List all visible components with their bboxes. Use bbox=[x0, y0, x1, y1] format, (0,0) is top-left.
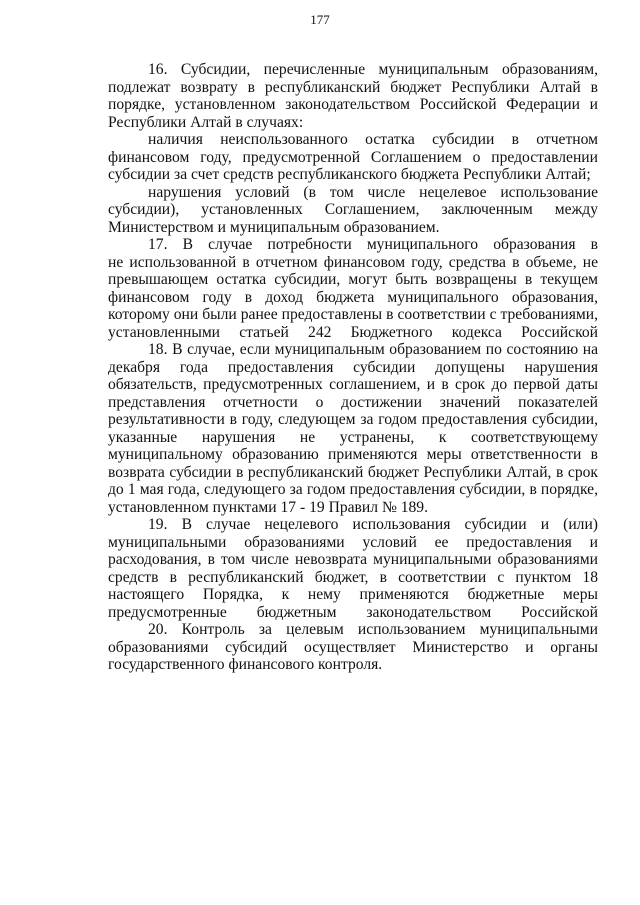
text-line: возврата субсидии в республиканский бюджет Республики Алтай, в срок bbox=[108, 463, 598, 481]
text-line: превышающем остатка субсидии, могут быть возвращены в текущем bbox=[108, 271, 598, 288]
text-line: наличия неиспользованного остатка субсидии в отчетном bbox=[148, 131, 598, 148]
text-line: образованиями субсидий осуществляет Министерство и органы bbox=[108, 638, 598, 656]
text-line: 16. Субсидии, перечисленные муниципальным образованиям, bbox=[148, 61, 598, 78]
text-line: установленными статьей 242 Бюджетного кодекса Российской bbox=[108, 323, 598, 341]
text-line: результативности в году, следующем за годом предоставления субсидии, bbox=[108, 411, 598, 428]
text-line: указанные нарушения не устранены, к соответствующему bbox=[108, 428, 598, 446]
text-line: настоящего Порядка, к нему применяются бюджетные меры bbox=[108, 586, 598, 603]
paragraph bbox=[108, 516, 598, 621]
text-line: муниципальными образованиями условий ее предоставления и bbox=[108, 533, 598, 551]
text-line: представления отчетности о достижении значений показателей bbox=[108, 393, 598, 411]
text-line: субсидии), установленных Соглашением, заключенным между bbox=[108, 201, 598, 218]
text-line: 20. Контроль за целевым использованием муниципальными bbox=[148, 621, 598, 638]
text-line: порядке, установленном законодательством Российской Федерации и bbox=[108, 96, 598, 113]
text-line: подлежат возврату в республиканский бюджет Республики Алтай в bbox=[108, 78, 598, 96]
text-line: Министерством и муниципальным образованием. bbox=[108, 218, 440, 236]
text-line: 18. В случае, если муниципальным образованием по состоянию на bbox=[148, 341, 598, 358]
text-line: которому они были ранее предоставлены в соответствии с требованиями, bbox=[108, 306, 598, 323]
text-line: 17. В случае потребности муниципального образования в bbox=[148, 236, 598, 253]
text-line: предусмотренные бюджетным законодательством Российской bbox=[108, 603, 598, 621]
text-line: 19. В случае нецелевого использования субсидии и (или) bbox=[148, 516, 598, 533]
paragraph bbox=[108, 131, 598, 184]
text-line: установленном пунктами 17 - 19 Правил № 189. bbox=[108, 498, 429, 516]
text-line: субсидии за счет средств республиканского бюджета Республики Алтай; bbox=[108, 166, 591, 183]
document-body bbox=[108, 61, 598, 674]
paragraph bbox=[108, 341, 598, 516]
paragraph bbox=[108, 621, 598, 674]
text-line: декабря года предоставления субсидии допущены нарушения bbox=[108, 358, 598, 376]
text-line: финансовом году в доход бюджета муниципального образования, bbox=[108, 288, 598, 306]
paragraph bbox=[108, 236, 598, 341]
text-line: до 1 мая года, следующего за годом предоставления субсидии, в порядке, bbox=[108, 481, 598, 498]
paragraph bbox=[108, 184, 598, 237]
text-line: расходования, в том числе невозврата муниципальными образованиями bbox=[108, 551, 598, 568]
text-line: средств в республиканский бюджет, в соответствии с пунктом 18 bbox=[108, 568, 598, 586]
text-line: муниципальному образованию применяются меры ответственности в bbox=[108, 446, 598, 463]
text-line: обязательств, предусмотренных соглашением, и в срок до первой даты bbox=[108, 376, 598, 393]
text-line: финансовом году, предусмотренной Соглашением о предоставлении bbox=[108, 148, 598, 166]
text-line: нарушения условий (в том числе нецелевое использование bbox=[148, 183, 598, 201]
page-number: 177 bbox=[310, 12, 330, 27]
paragraph bbox=[108, 61, 598, 131]
text-line: Республики Алтай в случаях: bbox=[108, 113, 304, 131]
text-line: государственного финансового контроля. bbox=[108, 656, 383, 673]
text-line: не использованной в отчетном финансовом году, средства в объеме, не bbox=[108, 253, 598, 271]
